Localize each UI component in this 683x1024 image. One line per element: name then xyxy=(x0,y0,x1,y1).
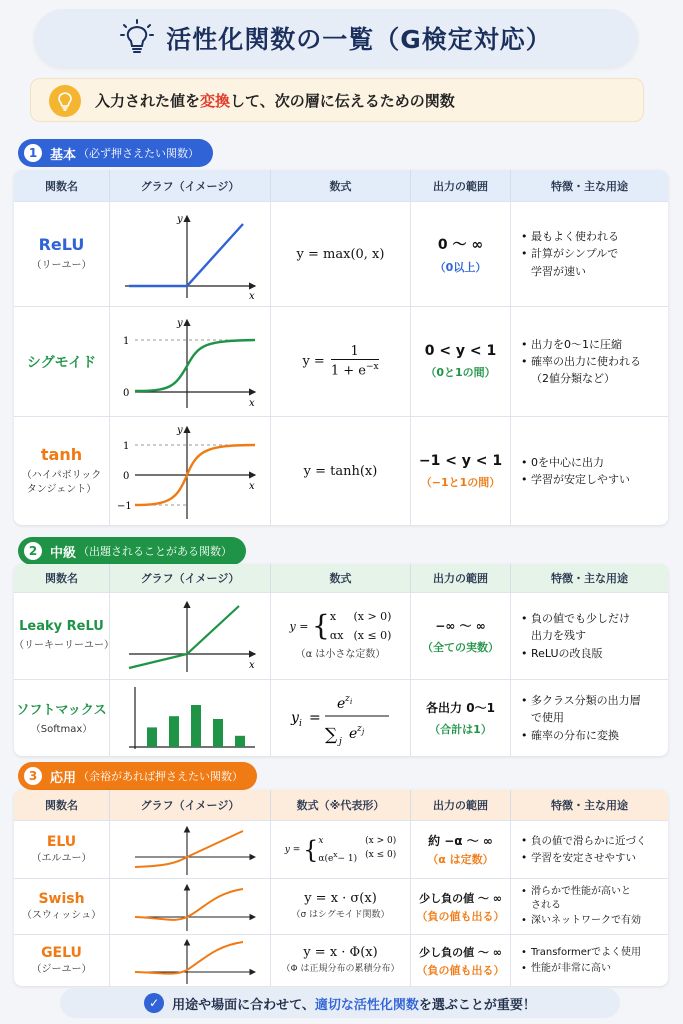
feature-list: • 出力を0〜1に圧縮 • 確率の出力に使われる （2値分類など） xyxy=(521,336,668,387)
svg-text:e: e xyxy=(348,726,357,742)
title-banner xyxy=(34,9,638,67)
svg-text:∑: ∑ xyxy=(324,725,337,745)
svg-text:y: y xyxy=(177,214,183,225)
feature-list: • 負の値で滑らかに近づく • 学習を安定させやすい xyxy=(521,833,668,866)
leaky-relu-graph xyxy=(115,596,265,676)
function-name: tanh xyxy=(40,445,83,464)
page-title: 活性化関数の一覧（G検定対応） xyxy=(166,25,552,54)
svg-text:y: y xyxy=(177,425,183,436)
section-tab-applied: 3 応用 （余裕があれば押さえたい関数） xyxy=(18,762,257,790)
formula: y = { x (x > 0) αx (x ≤ 0) xyxy=(289,609,392,642)
table-header: 関数名 グラフ（イメージ） 数式（※代表形） 出力の範囲 特徴・主な用途 xyxy=(14,790,668,820)
svg-text:x: x xyxy=(249,660,255,671)
lightbulb-icon xyxy=(120,19,154,57)
function-name: ソフトマックス xyxy=(16,703,107,718)
footer-note: ✓ 用途や場面に合わせて、適切な活性化関数を選ぶことが重要！ xyxy=(60,988,620,1018)
table-row: GELU （ジーユー） y = x · Φ(x) （Φ は正規分布の累積分布） 少し負の値 〜 ∞ （負の値も出る） • Transformerでよく使用 • 性能が非常に高い xyxy=(14,934,668,986)
table-row: シグモイド 1 0 y x y = $\frac{1}{1 + e^{-x}}$ 0 < y < 1 （0と1の間） • 出力を0〜1に圧縮 • 確率の出力に使われる （2値分類など） xyxy=(14,306,668,416)
formula: y = tanh(x) xyxy=(303,463,378,479)
table-row: Swish （スウィッシュ） y = x · σ(x) （σ はシグモイド関数） 少し負の値 〜 ∞ （負の値も出る） • 滑らかで性能が高いと される • 深いネットワークで有効 xyxy=(14,878,668,934)
table-row: ELU （エルユー） y = { x (x > 0) $\alpha(e^x- 1)$ (x ≤ 0) 約 −α 〜 ∞ （α は定数） • 負の値で滑らかに近づく • 学習を安定させやすい xyxy=(14,820,668,878)
subtitle: 入力された値を変換して、次の層に伝えるための関数 xyxy=(95,91,455,110)
feature-list: • 滑らかで性能が高いと される • 深いネットワークで有効 xyxy=(521,885,668,929)
formula: y = { x (x > 0) $\alpha(e^x- 1)$ (x ≤ 0) xyxy=(284,835,397,864)
svg-text:e: e xyxy=(336,696,345,712)
feature-list: • 0を中心に出力 • 学習が安定しやすい xyxy=(521,454,668,488)
swish-graph xyxy=(115,881,265,933)
svg-text:1: 1 xyxy=(123,335,130,347)
feature-list: • 最もよく使われる • 計算がシンプルで 学習が速い xyxy=(521,228,668,279)
lightbulb-icon xyxy=(49,85,81,117)
function-name: ReLU xyxy=(38,235,85,254)
elu-graph xyxy=(115,823,265,877)
softmax-graph xyxy=(115,683,265,753)
softmax-bar xyxy=(169,716,179,747)
table-row: ソフトマックス （Softmax） y i = e z i ∑ j e z j 各出力 0〜1 （合計は1） • 多クラス分類の出力層 で使用 • 確率の分布に変換 xyxy=(14,679,668,756)
function-name: Leaky ReLU xyxy=(19,619,104,634)
svg-text:z: z xyxy=(356,724,362,734)
svg-text:0: 0 xyxy=(123,471,130,482)
section-tab-intermediate: 2 中級 （出題されることがある関数） xyxy=(18,537,246,565)
svg-text:y: y xyxy=(177,317,183,329)
svg-text:i: i xyxy=(349,698,352,706)
section-tab-basic: 1 基本 （必ず押さえたい関数） xyxy=(18,139,213,167)
softmax-bar xyxy=(235,736,245,747)
basic-table xyxy=(14,170,668,525)
svg-text:y: y xyxy=(290,710,299,726)
svg-text:0: 0 xyxy=(123,387,130,399)
sigmoid-graph xyxy=(115,312,265,412)
check-icon: ✓ xyxy=(144,993,164,1013)
svg-text:1: 1 xyxy=(123,441,130,452)
softmax-bar xyxy=(147,727,157,747)
softmax-bar xyxy=(213,719,223,747)
subtitle-bar xyxy=(30,78,644,122)
table-row: tanh （ハイパボリック タンジェント） 1 0 −1 y x y = tanh(x) −1 < y < 1 （−1と1の間） • 0を中心に出力 • 学習が安定しやすい xyxy=(14,416,668,525)
svg-text:x: x xyxy=(249,397,255,409)
tanh-graph xyxy=(115,421,265,521)
applied-table xyxy=(14,790,668,986)
feature-list: • 多クラス分類の出力層 で使用 • 確率の分布に変換 xyxy=(521,692,668,743)
formula: y = x · Φ(x) xyxy=(303,945,378,961)
formula: y = $\frac{1}{1 + e^{-x}}$ xyxy=(302,344,379,379)
table-row: ReLU （リーユー） y x y = max(0, x) 0 〜 ∞ （0以上） • 最もよく使われる • 計算がシンプルで 学習が速い xyxy=(14,201,668,306)
intermediate-table xyxy=(14,564,668,756)
svg-text:=: = xyxy=(308,710,321,726)
table-header: 関数名 グラフ（イメージ） 数式 出力の範囲 特徴・主な用途 xyxy=(14,170,668,201)
formula: y = x · σ(x) xyxy=(304,891,377,907)
function-name: GELU xyxy=(41,944,82,961)
table-row: Leaky ReLU （リーキーリーユー） x y = { x (x > 0) αx (x ≤ 0) （α は小さな定数） −∞ 〜 ∞ （全ての実数） • 負の値でも少しだけ 出力を残す • ReLUの改良版 xyxy=(14,592,668,679)
relu-graph xyxy=(115,206,265,302)
svg-text:i: i xyxy=(298,719,302,729)
svg-text:x: x xyxy=(249,481,255,492)
svg-text:j: j xyxy=(338,737,342,746)
formula: y = max(0, x) xyxy=(296,246,385,262)
function-name: Swish xyxy=(38,890,85,907)
feature-list: • Transformerでよく使用 • 性能が非常に高い xyxy=(521,945,668,976)
function-name: ELU xyxy=(46,833,77,850)
feature-list: • 負の値でも少しだけ 出力を残す • ReLUの改良版 xyxy=(521,610,668,661)
softmax-bar xyxy=(191,705,201,747)
softmax-formula xyxy=(281,690,401,746)
svg-text:j: j xyxy=(361,728,364,736)
svg-text:x: x xyxy=(249,291,255,302)
table-header: 関数名 グラフ（イメージ） 数式 出力の範囲 特徴・主な用途 xyxy=(14,564,668,592)
function-name: シグモイド xyxy=(26,354,97,371)
svg-text:z: z xyxy=(344,694,350,704)
gelu-graph xyxy=(115,936,265,986)
svg-text:−1: −1 xyxy=(117,501,132,512)
